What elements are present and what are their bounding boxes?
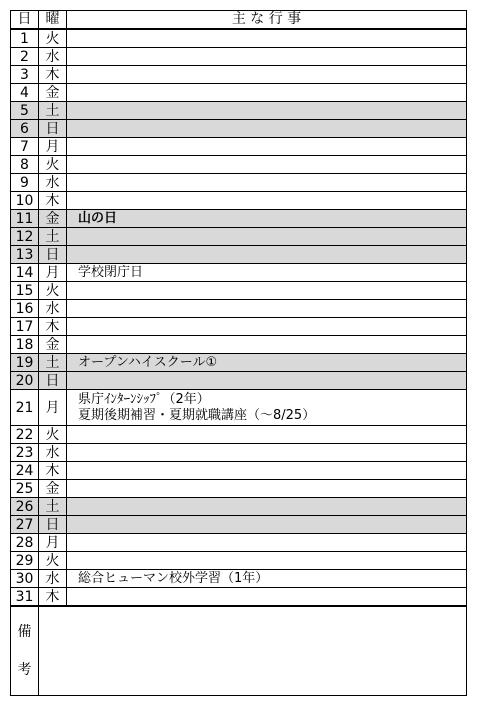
notes-label-bottom: 考 — [17, 662, 32, 678]
weekday: 水 — [39, 174, 67, 192]
day-row — [11, 210, 467, 228]
events-cell — [67, 426, 467, 444]
header-weekday: 曜 — [39, 11, 67, 30]
day-row — [11, 462, 467, 480]
day-row — [11, 570, 467, 588]
weekday: 水 — [39, 570, 67, 588]
events-cell — [67, 444, 467, 462]
day-number: 11 — [11, 210, 39, 228]
day-row — [11, 174, 467, 192]
weekday: 木 — [39, 66, 67, 84]
events-cell — [67, 354, 467, 372]
day-number: 13 — [11, 246, 39, 264]
notes-label — [11, 606, 39, 696]
weekday: 火 — [39, 552, 67, 570]
notes-label-top: 備 — [17, 624, 32, 640]
events-cell — [67, 156, 467, 174]
day-number: 29 — [11, 552, 39, 570]
events-cell — [67, 210, 467, 228]
events-cell — [67, 138, 467, 156]
header-events: 主 な 行 事 — [67, 11, 467, 30]
day-number: 9 — [11, 174, 39, 192]
weekday: 木 — [39, 462, 67, 480]
events-cell — [67, 228, 467, 246]
day-row — [11, 102, 467, 120]
weekday: 水 — [39, 48, 67, 66]
day-number: 24 — [11, 462, 39, 480]
event-text: 県庁ｲﾝﾀｰﾝｼｯﾌﾟ（2年） — [78, 391, 210, 407]
weekday: 木 — [39, 588, 67, 607]
events-cell — [67, 120, 467, 138]
events-cell — [67, 246, 467, 264]
weekday: 月 — [39, 390, 67, 426]
events-cell — [67, 84, 467, 102]
day-number: 16 — [11, 300, 39, 318]
weekday: 金 — [39, 210, 67, 228]
day-number: 25 — [11, 480, 39, 498]
day-row — [11, 84, 467, 102]
weekday: 月 — [39, 534, 67, 552]
weekday: 土 — [39, 354, 67, 372]
header-day: 日 — [11, 11, 39, 30]
events-cell — [67, 390, 467, 426]
day-row — [11, 264, 467, 282]
weekday: 木 — [39, 192, 67, 210]
day-row — [11, 282, 467, 300]
day-row — [11, 120, 467, 138]
events-cell — [67, 48, 467, 66]
events-cell — [67, 66, 467, 84]
day-row — [11, 372, 467, 390]
day-row — [11, 498, 467, 516]
weekday: 火 — [39, 426, 67, 444]
day-row — [11, 516, 467, 534]
weekday: 月 — [39, 138, 67, 156]
day-number: 22 — [11, 426, 39, 444]
day-number: 4 — [11, 84, 39, 102]
events-cell — [67, 174, 467, 192]
day-number: 1 — [11, 29, 39, 48]
day-number: 21 — [11, 390, 39, 426]
events-cell — [67, 462, 467, 480]
events-cell — [67, 300, 467, 318]
day-number: 17 — [11, 318, 39, 336]
weekday: 水 — [39, 300, 67, 318]
day-row — [11, 534, 467, 552]
day-row — [11, 300, 467, 318]
day-number: 14 — [11, 264, 39, 282]
events-cell — [67, 516, 467, 534]
day-number: 27 — [11, 516, 39, 534]
day-row — [11, 29, 467, 48]
day-number: 6 — [11, 120, 39, 138]
weekday: 日 — [39, 516, 67, 534]
weekday: 土 — [39, 498, 67, 516]
events-cell — [67, 264, 467, 282]
events-cell — [67, 102, 467, 120]
day-number: 28 — [11, 534, 39, 552]
event-text: 夏期後期補習・夏期就職講座（～8/25） — [78, 407, 316, 423]
day-row — [11, 480, 467, 498]
day-number: 26 — [11, 498, 39, 516]
weekday: 日 — [39, 372, 67, 390]
day-row — [11, 228, 467, 246]
events-cell — [67, 336, 467, 354]
notes-row — [11, 606, 467, 696]
weekday: 火 — [39, 156, 67, 174]
events-cell — [67, 282, 467, 300]
weekday: 火 — [39, 29, 67, 48]
day-number: 31 — [11, 588, 39, 607]
events-cell — [67, 588, 467, 607]
day-row — [11, 426, 467, 444]
events-cell — [67, 318, 467, 336]
day-row — [11, 354, 467, 372]
events-cell — [67, 192, 467, 210]
day-row — [11, 66, 467, 84]
events-cell — [67, 372, 467, 390]
notes-area[interactable] — [39, 606, 467, 696]
events-cell — [67, 534, 467, 552]
day-number: 23 — [11, 444, 39, 462]
day-rows — [11, 29, 467, 606]
weekday: 土 — [39, 228, 67, 246]
events-cell — [67, 29, 467, 48]
event-text: 学校閉庁日 — [78, 264, 144, 280]
day-number: 8 — [11, 156, 39, 174]
day-number: 20 — [11, 372, 39, 390]
day-number: 12 — [11, 228, 39, 246]
day-number: 30 — [11, 570, 39, 588]
weekday: 金 — [39, 480, 67, 498]
header-row — [11, 11, 467, 30]
day-row — [11, 318, 467, 336]
weekday: 火 — [39, 282, 67, 300]
events-cell — [67, 480, 467, 498]
weekday: 日 — [39, 246, 67, 264]
day-row — [11, 552, 467, 570]
weekday: 金 — [39, 336, 67, 354]
weekday: 金 — [39, 84, 67, 102]
day-row — [11, 390, 467, 426]
day-row — [11, 336, 467, 354]
day-number: 2 — [11, 48, 39, 66]
day-row — [11, 156, 467, 174]
event-text: 総合ヒューマン校外学習（1年） — [78, 570, 269, 586]
event-text: 山の日 — [78, 210, 118, 226]
day-number: 7 — [11, 138, 39, 156]
weekday: 土 — [39, 102, 67, 120]
day-row — [11, 138, 467, 156]
events-cell — [67, 498, 467, 516]
day-number: 19 — [11, 354, 39, 372]
events-cell — [67, 570, 467, 588]
day-number: 3 — [11, 66, 39, 84]
day-row — [11, 444, 467, 462]
monthly-events-table — [10, 10, 467, 696]
day-row — [11, 192, 467, 210]
day-row — [11, 246, 467, 264]
weekday: 水 — [39, 444, 67, 462]
event-text: オープンハイスクール① — [78, 354, 218, 370]
day-number: 5 — [11, 102, 39, 120]
weekday: 日 — [39, 120, 67, 138]
day-row — [11, 588, 467, 607]
weekday: 月 — [39, 264, 67, 282]
weekday: 木 — [39, 318, 67, 336]
day-number: 18 — [11, 336, 39, 354]
day-number: 10 — [11, 192, 39, 210]
events-cell — [67, 552, 467, 570]
day-row — [11, 48, 467, 66]
day-number: 15 — [11, 282, 39, 300]
